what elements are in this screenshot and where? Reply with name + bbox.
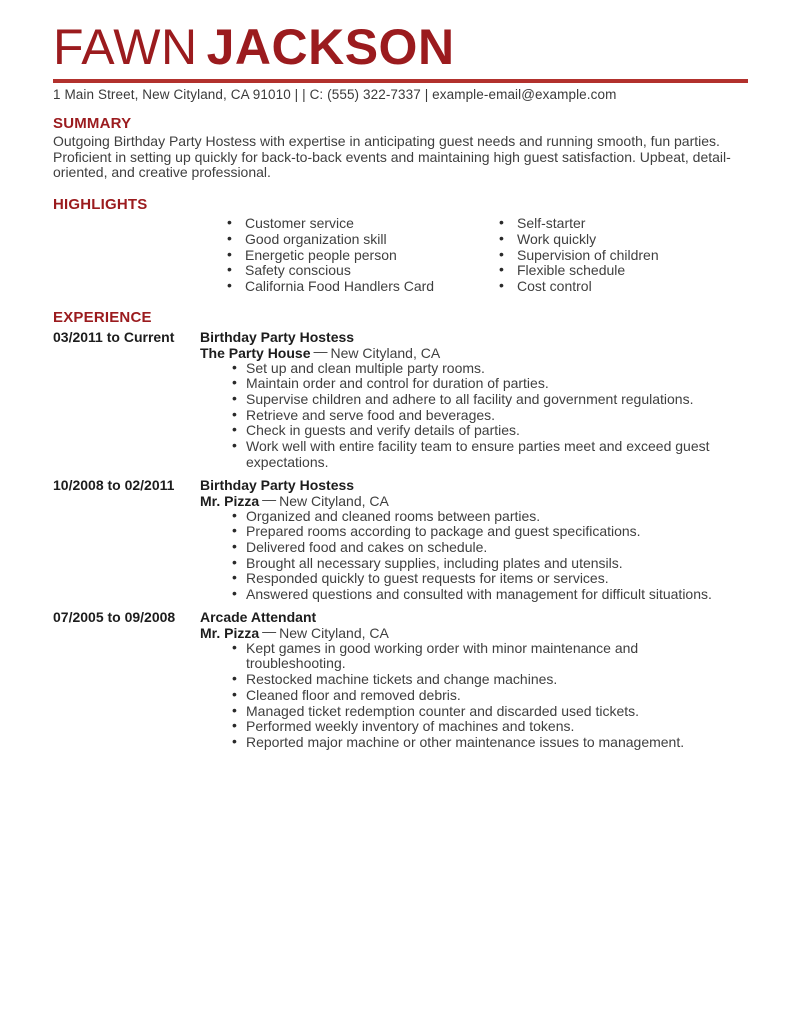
highlights-heading: HIGHLIGHTS (53, 196, 148, 214)
header-divider-rule (53, 79, 748, 83)
job-body (200, 329, 748, 471)
job-duty-item: • Kept games in good working order with minor maintenance and troubleshooting. (230, 641, 722, 672)
highlights-columns (53, 216, 748, 295)
highlight-item: • California Food Handlers Card (225, 279, 497, 295)
job-duty-item: • Retrieve and serve food and beverages. (230, 408, 722, 424)
highlight-item: • Cost control (497, 279, 659, 295)
job-duty-item: • Organized and cleaned rooms between parties. (230, 509, 722, 525)
job-title: Birthday Party Hostess (200, 328, 355, 345)
highlight-item: • Good organization skill (225, 232, 497, 248)
job-company: Mr. Pizza (200, 492, 260, 509)
job-location: New Cityland, CA (279, 624, 389, 641)
job-dates: 03/2011 to Current (53, 328, 175, 345)
job-duty-list (230, 361, 722, 471)
job-duty-item: • Managed ticket redemption counter and discarded used tickets. (230, 704, 722, 720)
job-body (200, 609, 748, 751)
candidate-name (53, 19, 748, 75)
job-dates: 07/2005 to 09/2008 (53, 608, 176, 625)
job-duty-item: • Performed weekly inventory of machines and tokens. (230, 719, 722, 735)
experience-entry (53, 329, 748, 471)
job-duty-list (230, 509, 722, 603)
job-duty-item: • Brought all necessary supplies, including plates and utensils. (230, 556, 722, 572)
job-company: The Party House (200, 344, 311, 361)
experience-heading: EXPERIENCE (53, 308, 152, 326)
job-company-line (200, 622, 748, 641)
job-title: Arcade Attendant (200, 608, 317, 625)
experience-section (53, 309, 748, 751)
highlight-item: • Customer service (225, 216, 497, 232)
job-location: New Cityland, CA (330, 344, 441, 361)
job-duty-item: • Prepared rooms according to package and guest specifications. (230, 524, 722, 540)
highlight-item: • Energetic people person (225, 248, 497, 264)
highlights-column-right (497, 216, 659, 295)
summary-heading: SUMMARY (53, 115, 132, 132)
summary-text: Outgoing Birthday Party Hostess with expertise in anticipating guest needs and running smooth, fun parties. Proficient in setting up quickly for back-to-back events and maintaining high guest satisfaction. Upbeat, detail-oriented, and creative professional. (53, 133, 731, 181)
company-location-separator: — (313, 342, 328, 359)
highlights-column-left (225, 216, 497, 295)
job-company-line (200, 490, 748, 509)
job-duty-item: • Restocked machine tickets and change machines. (230, 672, 722, 688)
company-location-separator: — (262, 490, 277, 507)
highlights-section (53, 196, 748, 295)
candidate-last-name: JACKSON (206, 19, 455, 75)
job-duty-item: • Cleaned floor and removed debris. (230, 688, 722, 704)
job-duty-item: • Maintain order and control for duration of parties. (230, 376, 722, 392)
job-duty-list (230, 641, 722, 751)
job-duty-item: • Responded quickly to guest requests for items or services. (230, 571, 722, 587)
job-company-line (200, 342, 748, 361)
highlight-item: • Flexible schedule (497, 263, 659, 279)
job-company: Mr. Pizza (200, 624, 260, 641)
job-duty-item: • Supervise children and adhere to all facility and government regulations. (230, 392, 722, 408)
job-duty-item: • Reported major machine or other maintenance issues to management. (230, 735, 722, 751)
experience-entry (53, 477, 748, 603)
summary-section (53, 115, 748, 181)
job-duty-item: • Check in guests and verify details of parties. (230, 423, 722, 439)
job-title: Birthday Party Hostess (200, 476, 355, 493)
job-duty-item: • Set up and clean multiple party rooms. (230, 361, 722, 377)
candidate-first-name: FAWN (53, 19, 198, 75)
highlight-item: • Work quickly (497, 232, 659, 248)
job-duty-item: • Work well with entire facility team to ensure parties meet and exceed guest expectations. (230, 439, 722, 470)
job-duty-item: • Delivered food and cakes on schedule. (230, 540, 722, 556)
experience-entries (53, 329, 748, 751)
highlight-item: • Self-starter (497, 216, 659, 232)
job-dates: 10/2008 to 02/2011 (53, 476, 175, 493)
highlight-item: • Safety conscious (225, 263, 497, 279)
job-duty-item: • Answered questions and consulted with management for difficult situations. (230, 587, 722, 603)
company-location-separator: — (262, 622, 277, 639)
highlight-item: • Supervision of children (497, 248, 659, 264)
experience-entry (53, 609, 748, 751)
job-location: New Cityland, CA (279, 492, 389, 509)
contact-line: 1 Main Street, New Cityland, CA 91010 | | C: (555) 322-7337 | example-email@example.com (53, 87, 617, 102)
job-body (200, 477, 748, 603)
